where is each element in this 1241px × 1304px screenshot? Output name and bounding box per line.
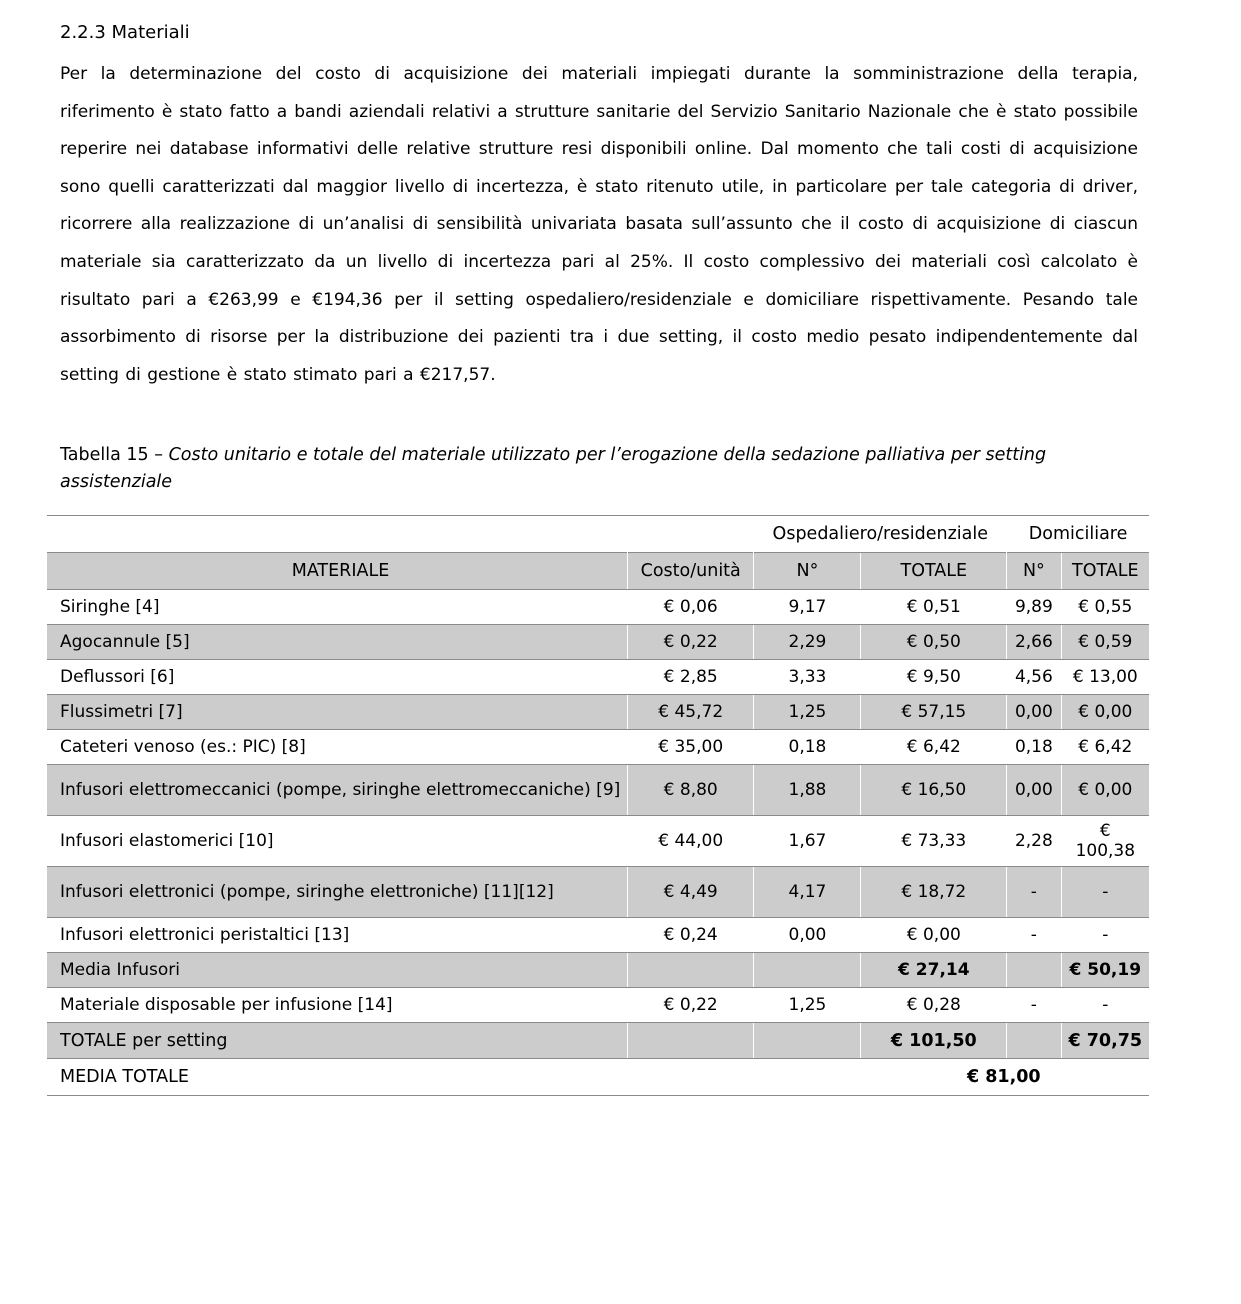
table-row	[47, 695, 1149, 730]
unit-cost: € 2,85	[628, 660, 754, 695]
n-hospital: 1,67	[754, 816, 861, 867]
material-name: Deflussori [6]	[47, 660, 628, 695]
total-home: € 0,55	[1061, 590, 1149, 625]
n-home: -	[1007, 867, 1061, 918]
total-hospital: € 0,51	[861, 590, 1007, 625]
material-name: Infusori elettromeccanici (pompe, siringhe elettromeccaniche) [9]	[47, 765, 628, 816]
table-row-totale-setting	[47, 1023, 1149, 1059]
total-home: -	[1061, 988, 1149, 1023]
table-row	[47, 765, 1149, 816]
n-home: 9,89	[1007, 590, 1061, 625]
group-header-home: Domiciliare	[1007, 516, 1149, 553]
n-home: 0,00	[1007, 765, 1061, 816]
col-header-total-home: TOTALE	[1061, 553, 1149, 590]
material-name: Media Infusori	[47, 953, 628, 988]
n-hospital	[754, 953, 861, 988]
unit-cost: € 0,22	[628, 625, 754, 660]
section-title: 2.2.3 Materiali	[60, 22, 190, 43]
unit-cost	[628, 953, 754, 988]
n-hospital: 2,29	[754, 625, 861, 660]
body-paragraph: Per la determinazione del costo di acquisizione dei materiali impiegati durante la somministrazione della terapia, riferimento è stato fatto a bandi aziendali relativi a strutture sanitarie del Servizio Sanitario Nazionale che è stato possibile reperire nei database informativi delle relative strutture resi disponibili online. Dal momento che tali costi di acquisizione sono quelli caratterizzati dal maggior livello di incertezza, è stato ritenuto utile, in particolare per tale categoria di driver, ricorrere alla realizzazione di un’analisi di sensibilità univariata basata sull’assunto che il costo di acquisizione di ciascun materiale sia caratterizzato da un livello di incertezza pari al 25%. Il costo complessivo dei materiali così calcolato è risultato pari a €263,99 e €194,36 per il setting ospedaliero/residenziale e domiciliare rispettivamente. Pesando tale assorbimento di risorse per la distribuzione dei pazienti tra i due setting, il costo medio pesato indipendentemente dal setting di gestione è stato stimato pari a €217,57.	[60, 64, 1138, 385]
n-home: -	[1007, 918, 1061, 953]
n-home	[1007, 953, 1061, 988]
group-header-row	[47, 516, 1149, 553]
total-hospital: € 0,28	[861, 988, 1007, 1023]
unit-cost: € 0,24	[628, 918, 754, 953]
col-header-unit-cost: Costo/unità	[628, 553, 754, 590]
total-hospital: € 0,00	[861, 918, 1007, 953]
table-row	[47, 625, 1149, 660]
unit-cost: € 44,00	[628, 816, 754, 867]
total-home: -	[1061, 867, 1149, 918]
total-hospital: € 0,50	[861, 625, 1007, 660]
n-hospital: 3,33	[754, 660, 861, 695]
caption-text: Costo unitario e totale del materiale utilizzato per l’erogazione della sedazione palliativa per setting assistenziale	[60, 445, 1047, 492]
total-hospital: € 18,72	[861, 867, 1007, 918]
column-header-row	[47, 553, 1149, 590]
total-home: € 0,00	[1061, 695, 1149, 730]
n-hospital: 0,00	[754, 918, 861, 953]
material-name: Siringhe [4]	[47, 590, 628, 625]
table-row	[47, 867, 1149, 918]
n-home: 2,28	[1007, 816, 1061, 867]
total-home: € 0,00	[1061, 765, 1149, 816]
table-row-media-totale	[47, 1059, 1149, 1096]
material-name: Infusori elettronici (pompe, siringhe elettroniche) [11][12]	[47, 867, 628, 918]
n-home: 4,56	[1007, 660, 1061, 695]
n-hospital: 4,17	[754, 867, 861, 918]
group-header-hospital: Ospedaliero/residenziale	[754, 516, 1007, 553]
unit-cost: € 35,00	[628, 730, 754, 765]
total-hospital: € 57,15	[861, 695, 1007, 730]
n-hospital: 9,17	[754, 590, 861, 625]
col-header-material: MATERIALE	[47, 553, 628, 590]
n-home: 0,00	[1007, 695, 1061, 730]
unit-cost	[628, 1023, 754, 1059]
materials-table	[47, 515, 1149, 1096]
col-header-total-hospital: TOTALE	[861, 553, 1007, 590]
table-row	[47, 988, 1149, 1023]
table-row	[47, 660, 1149, 695]
n-home	[1007, 1023, 1061, 1059]
total-home: € 13,00	[1061, 660, 1149, 695]
material-name: Infusori elastomerici [10]	[47, 816, 628, 867]
n-hospital	[754, 1023, 861, 1059]
material-name: Flussimetri [7]	[47, 695, 628, 730]
table-caption	[60, 442, 1120, 496]
total-hospital: € 27,14	[861, 953, 1007, 988]
n-home: 2,66	[1007, 625, 1061, 660]
caption-lead: Tabella 15 –	[60, 445, 163, 465]
total-home: € 50,19	[1061, 953, 1149, 988]
total-hospital: € 16,50	[861, 765, 1007, 816]
unit-cost: € 0,22	[628, 988, 754, 1023]
material-name: Infusori elettronici peristaltici [13]	[47, 918, 628, 953]
total-hospital: € 6,42	[861, 730, 1007, 765]
table-row	[47, 918, 1149, 953]
col-header-n-home: N°	[1007, 553, 1061, 590]
unit-cost: € 8,80	[628, 765, 754, 816]
total-home: € 6,42	[1061, 730, 1149, 765]
table-row	[47, 816, 1149, 867]
total-hospital: € 9,50	[861, 660, 1007, 695]
n-hospital: 1,88	[754, 765, 861, 816]
unit-cost: € 4,49	[628, 867, 754, 918]
n-home: -	[1007, 988, 1061, 1023]
n-hospital: 1,25	[754, 988, 861, 1023]
total-hospital: € 101,50	[861, 1023, 1007, 1059]
table-row	[47, 590, 1149, 625]
n-hospital: 0,18	[754, 730, 861, 765]
total-hospital: € 73,33	[861, 816, 1007, 867]
material-name: Agocannule [5]	[47, 625, 628, 660]
total-home: € 0,59	[1061, 625, 1149, 660]
n-hospital: 1,25	[754, 695, 861, 730]
media-totale-label: MEDIA TOTALE	[47, 1059, 628, 1096]
total-home: -	[1061, 918, 1149, 953]
total-home: € 70,75	[1061, 1023, 1149, 1059]
unit-cost: € 0,06	[628, 590, 754, 625]
material-name: TOTALE per setting	[47, 1023, 628, 1059]
col-header-n-hospital: N°	[754, 553, 861, 590]
unit-cost: € 45,72	[628, 695, 754, 730]
media-totale-value: € 81,00	[861, 1059, 1061, 1096]
n-home: 0,18	[1007, 730, 1061, 765]
table-row	[47, 730, 1149, 765]
table-row-media-infusori	[47, 953, 1149, 988]
total-home: € 100,38	[1061, 816, 1149, 867]
material-name: Cateteri venoso (es.: PIC) [8]	[47, 730, 628, 765]
material-name: Materiale disposable per infusione [14]	[47, 988, 628, 1023]
